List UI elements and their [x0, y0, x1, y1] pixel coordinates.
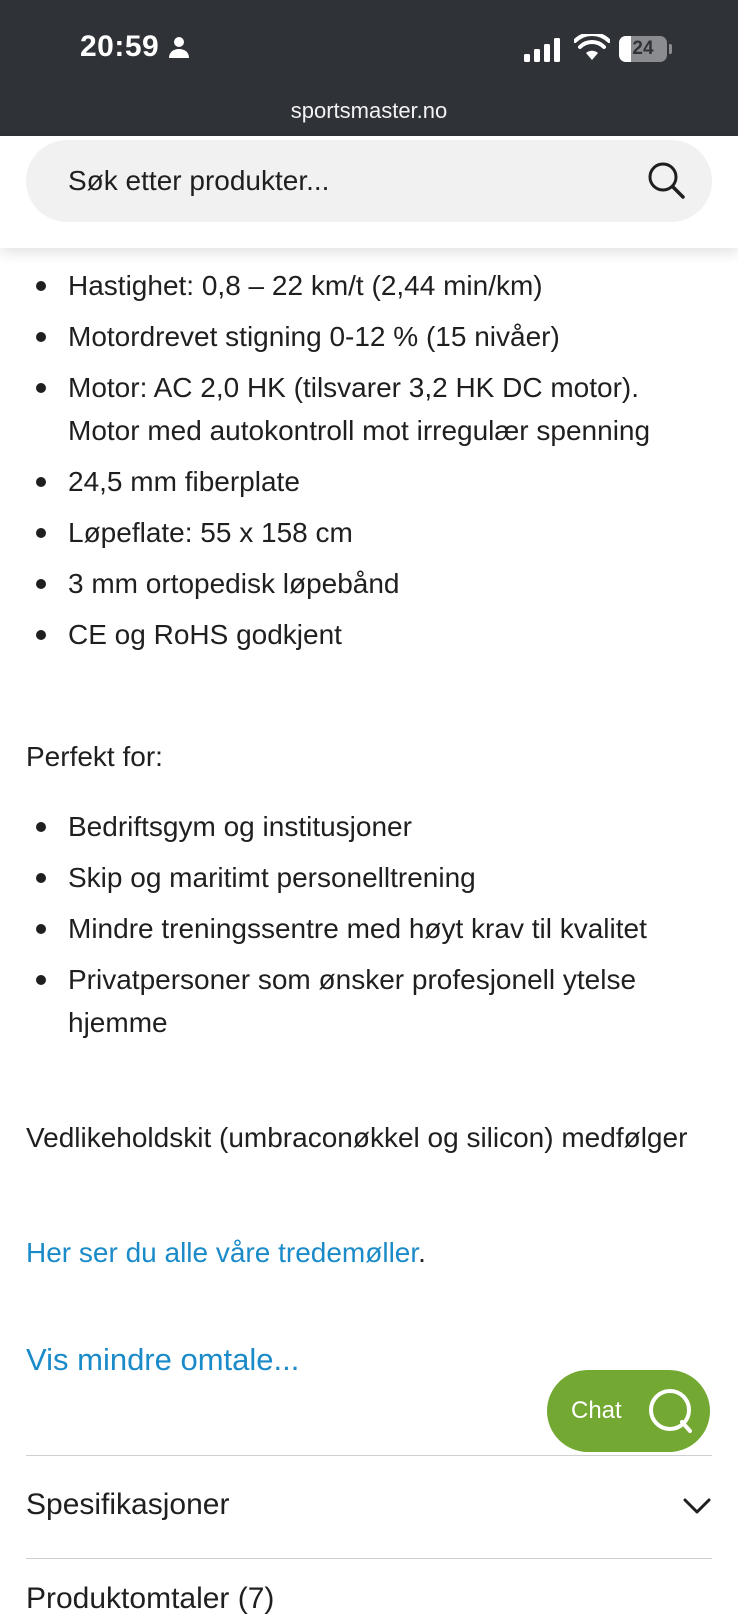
search-placeholder: Søk etter produkter... — [68, 165, 330, 196]
list-item: Hastighet: 0,8 – 22 km/t (2,44 min/km) — [0, 264, 738, 307]
show-less-link[interactable]: Vis mindre omtale... — [26, 1342, 300, 1377]
person-icon — [167, 35, 191, 59]
list-item: Løpeflate: 55 x 158 cm — [0, 511, 738, 554]
specifications-accordion[interactable] — [26, 1485, 712, 1545]
all-treadmills-line — [26, 1230, 716, 1275]
search-icon[interactable] — [646, 160, 686, 200]
cellular-signal-icon — [524, 38, 562, 62]
clock-text: 20:59 — [80, 30, 160, 63]
status-time — [80, 30, 191, 64]
list-item: Mindre treningssentre med høyt krav til kvalitet — [0, 907, 738, 950]
list-item: 3 mm ortopedisk løpebånd — [0, 562, 738, 605]
wifi-icon — [574, 34, 610, 62]
chat-label: Chat — [571, 1397, 622, 1424]
list-item: 24,5 mm fiberplate — [0, 460, 738, 503]
search-header — [0, 136, 738, 248]
search-input[interactable] — [26, 140, 712, 222]
url-bar[interactable]: sportsmaster.no — [290, 98, 448, 123]
browser-top-bar — [0, 0, 738, 136]
battery-icon — [619, 36, 671, 64]
list-item: Motordrevet stigning 0-12 % (15 nivåer) — [0, 315, 738, 358]
chat-bubble-icon — [646, 1387, 694, 1435]
product-description — [0, 260, 738, 664]
divider — [26, 1455, 712, 1456]
chevron-down-icon — [682, 1491, 712, 1521]
reviews-accordion[interactable]: Produktomtaler (7) — [26, 1582, 275, 1615]
maintenance-text: Vedlikeholdskit (umbraconøkkel og silicon) medfølger — [26, 1122, 688, 1153]
perfect-for-list — [0, 805, 738, 1052]
feature-list — [0, 264, 738, 656]
chat-button[interactable] — [547, 1370, 710, 1452]
all-treadmills-link[interactable]: Her ser du alle våre tredemøller — [26, 1237, 419, 1268]
list-item: CE og RoHS godkjent — [0, 613, 738, 656]
list-item: Motor: AC 2,0 HK (tilsvarer 3,2 HK DC motor). Motor med autokontroll mot irregulær spenning — [0, 366, 738, 452]
list-item: Privatpersoner som ønsker profesjonell ytelse hjemme — [0, 958, 738, 1044]
battery-percent: 24 — [632, 38, 654, 59]
divider — [26, 1558, 712, 1559]
list-item: Bedriftsgym og institusjoner — [0, 805, 738, 848]
perfect-for-heading: Perfekt for: — [26, 741, 163, 772]
link-suffix: . — [418, 1237, 426, 1268]
specifications-label: Spesifikasjoner — [26, 1488, 230, 1521]
list-item: Skip og maritimt personelltrening — [0, 856, 738, 899]
